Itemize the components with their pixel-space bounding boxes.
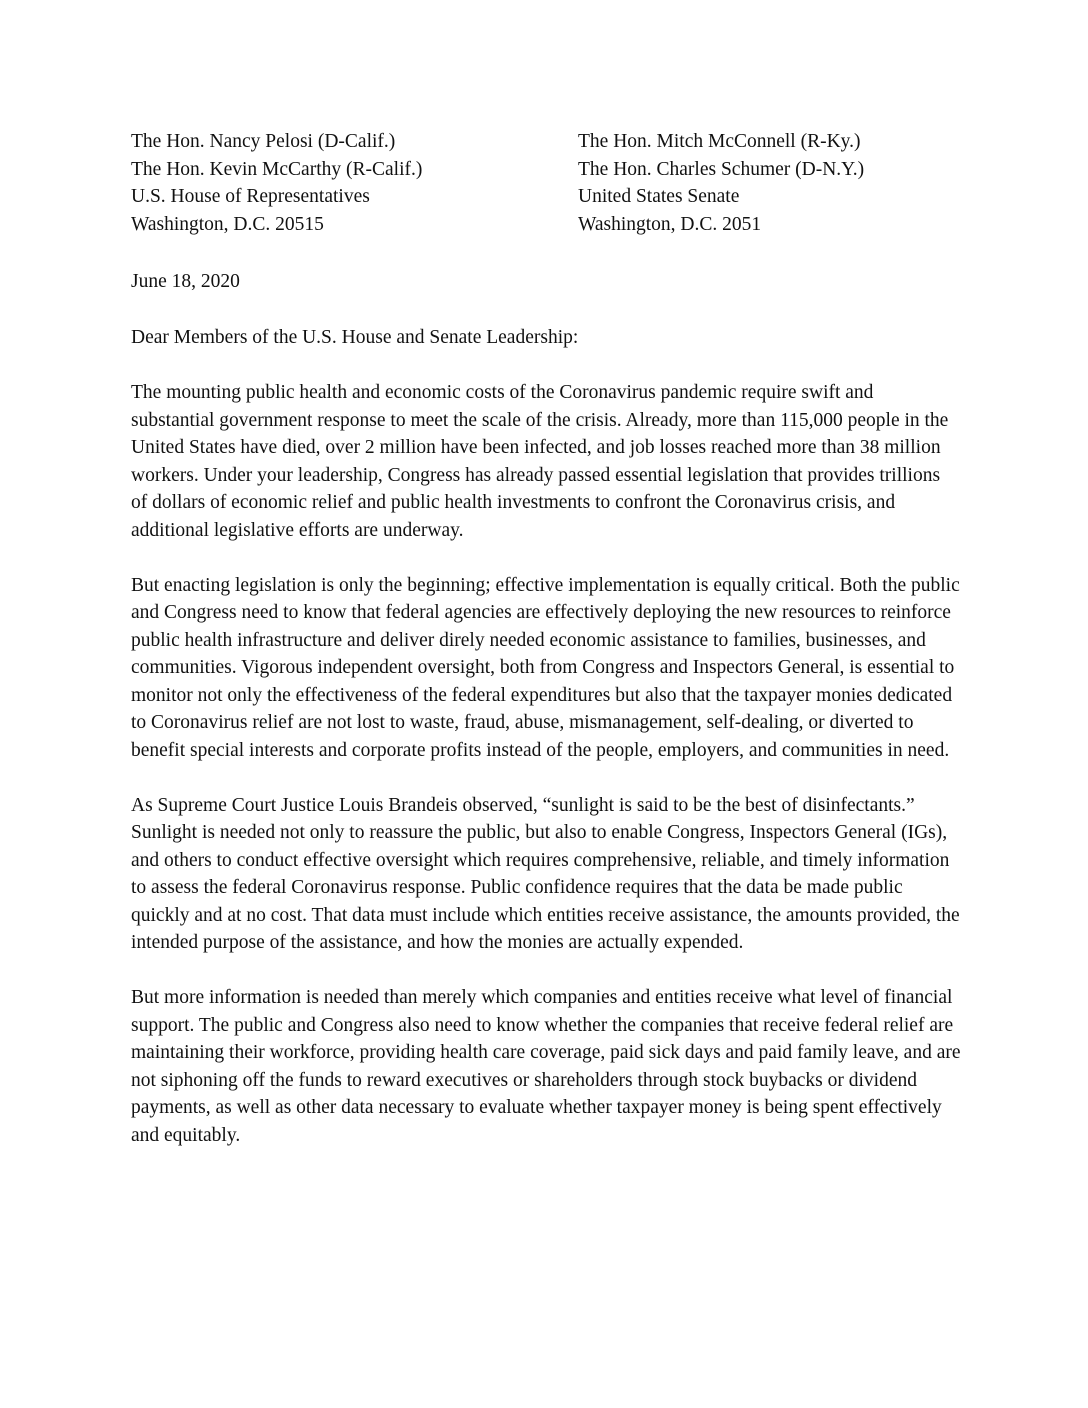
body-paragraph: The mounting public health and economic costs of the Coronavirus pandemic require swift and substantial government response to meet the scale of the crisis. Already, more than 115,000 people in the United States have died, over 2 million have been infected, and job losses reached more than 38 million workers. Under your leadership, Congress has already passed essential legislation that provides trillions of dollars of economic relief and public health investments to confront the Coronavirus crisis, and additional legislative efforts are underway. <box>131 382 949 541</box>
recipient-line: The Hon. Mitch McConnell (R-Ky.) <box>578 131 861 152</box>
recipient-line: United States Senate <box>578 186 740 207</box>
recipients-house <box>131 128 422 238</box>
body-paragraph: But more information is needed than merely which companies and entities receive what level of financial support. The public and Congress also need to know whether the companies that receive federal relief are maintaining their workforce, providing health care coverage, paid sick days and paid family leave, and are not siphoning off the funds to reward executives or shareholders through stock buybacks or dividend payments, as well as other data necessary to evaluate whether taxpayer money is being spent effectively and equitably. <box>131 987 961 1146</box>
recipient-line: The Hon. Nancy Pelosi (D-Calif.) <box>131 131 396 152</box>
recipient-line: U.S. House of Representatives <box>131 186 370 207</box>
letter-body <box>131 379 961 1177</box>
recipient-line: The Hon. Charles Schumer (D-N.Y.) <box>578 158 865 180</box>
recipient-line: Washington, D.C. 20515 <box>131 213 324 235</box>
body-paragraph: As Supreme Court Justice Louis Brandeis observed, “sunlight is said to be the best of disinfectants.” Sunlight is needed not only to reassure the public, but also to enable Congress, Inspectors General (IGs), and others to conduct effective oversight which requires comprehensive, reliable, and timely information to assess the federal Coronavirus response. Public confidence requires that the data be made public quickly and at no cost. That data must include which entities receive assistance, the amounts provided, the intended purpose of the assistance, and how the monies are actually expended. <box>131 794 960 953</box>
recipient-line: The Hon. Kevin McCarthy (R-Calif.) <box>131 158 423 180</box>
letter-date: June 18, 2020 <box>131 271 240 292</box>
recipients-senate <box>578 128 864 238</box>
body-paragraph: But enacting legislation is only the beginning; effective implementation is equally critical. Both the public and Congress need to know that federal agencies are effectively deploying the new resources to reinforce public health infrastructure and deliver direly needed economic assistance to families, businesses, and communities. Vigorous independent oversight, both from Congress and Inspectors General, is essential to monitor not only the effectiveness of the federal expenditures but also that the taxpayer monies dedicated to Coronavirus relief are not lost to waste, fraud, abuse, mismanagement, self-dealing, or diverted to benefit special interests and corporate profits instead of the people, employers, and communities in need. <box>131 574 960 761</box>
salutation: Dear Members of the U.S. House and Senate Leadership: <box>131 327 579 348</box>
recipient-line: Washington, D.C. 2051 <box>578 213 762 235</box>
